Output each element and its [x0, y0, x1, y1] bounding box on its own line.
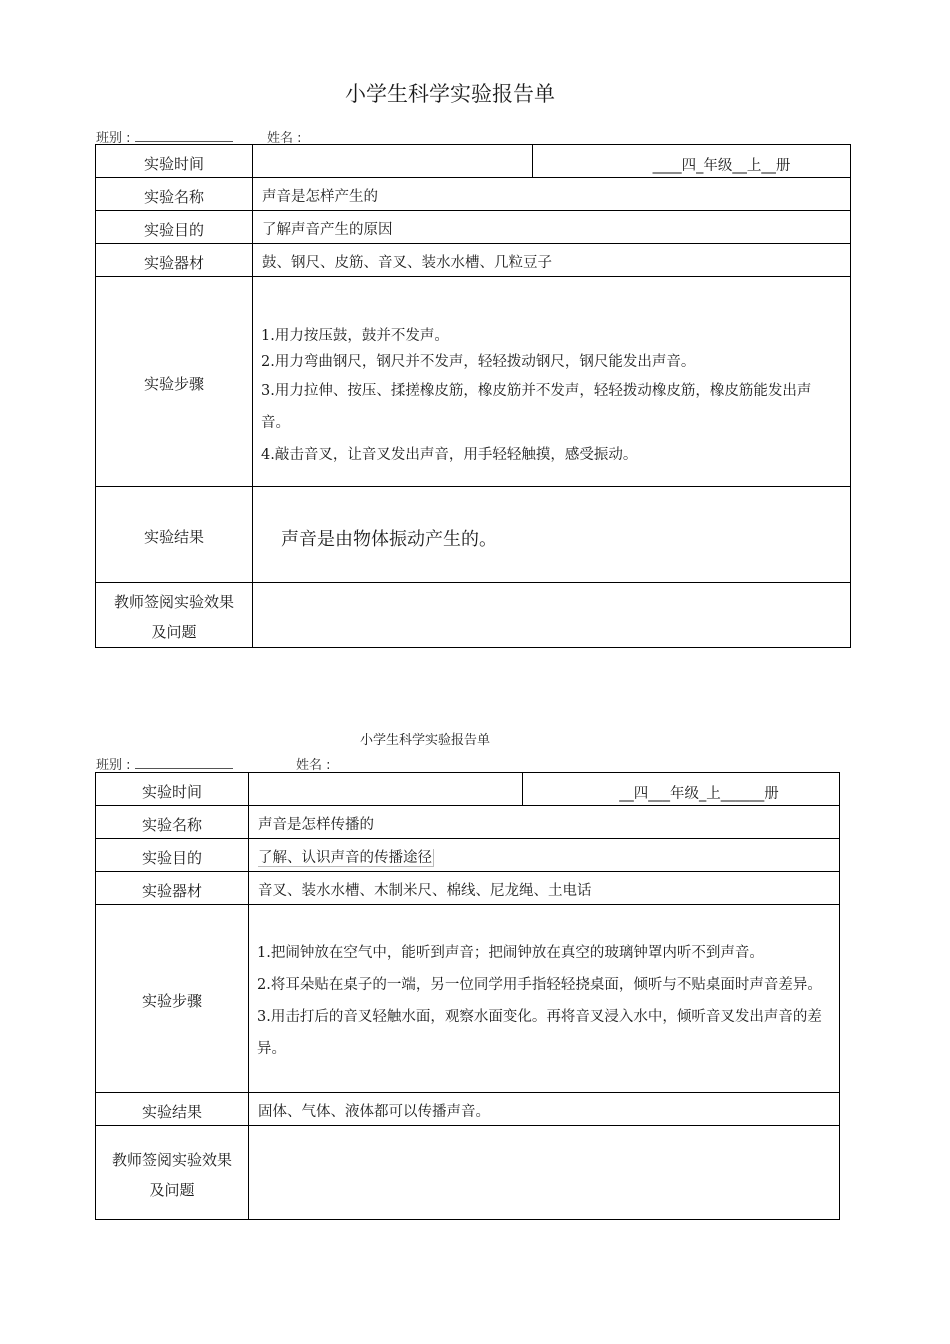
class-label: 班别 : — [96, 131, 131, 146]
report2-class-field — [96, 754, 233, 773]
grade-value[interactable]: ____四_年级__上__册 — [533, 145, 851, 178]
table-row — [96, 211, 851, 244]
materials-label: 实验器材 — [96, 244, 253, 277]
experiment-name-label: 实验名称 — [96, 806, 249, 839]
time-value[interactable] — [249, 773, 523, 806]
step-item: 2.用力弯曲钢尺，钢尺并不发声，轻轻拨动钢尺，钢尺能发出声音。 — [261, 353, 696, 370]
experiment-name-value[interactable]: 声音是怎样产生的 — [253, 178, 851, 211]
name-label: 姓名 : — [267, 131, 302, 146]
step-item: 3.用击打后的音叉轻触水面，观察水面变化。再将音叉浸入水中，倾听音叉发出声音的差异。 — [257, 1008, 822, 1057]
step-item: 1.用力按压鼓，鼓并不发声。 — [261, 327, 449, 344]
teacher-label-line1: 教师签阅实验效果 — [111, 1150, 232, 1169]
report1-title: 小学生科学实验报告单 — [345, 82, 555, 106]
purpose-value[interactable] — [249, 839, 840, 872]
report2-title: 小学生科学实验报告单 — [359, 733, 490, 748]
table-row — [96, 583, 851, 648]
teacher-label-line2: 及问题 — [151, 623, 197, 641]
table-row — [96, 905, 840, 1093]
table-row — [96, 178, 851, 211]
purpose-label: 实验目的 — [96, 839, 249, 872]
teacher-label-line1: 教师签阅实验效果 — [113, 593, 234, 611]
report2-table — [95, 772, 840, 1220]
materials-value[interactable]: 音叉、装水水槽、木制米尺、棉线、尼龙绳、土电话 — [249, 872, 840, 905]
report2-name-field — [296, 754, 331, 773]
teacher-label-line2: 及问题 — [149, 1180, 195, 1199]
grade-value[interactable]: __四___年级_上______册 — [523, 773, 840, 806]
result-value[interactable]: 声音是由物体振动产生的。 — [253, 487, 851, 583]
step-item: 2.将耳朵贴在桌子的一端，另一位同学用手指轻轻挠桌面，倾听与不贴桌面时声音差异。 — [257, 976, 822, 993]
table-row — [96, 839, 840, 872]
materials-value[interactable]: 鼓、钢尺、皮筋、音叉、装水水槽、几粒豆子 — [253, 244, 851, 277]
result-label: 实验结果 — [96, 1093, 249, 1126]
table-row — [96, 773, 840, 806]
teacher-review-value[interactable] — [249, 1126, 840, 1220]
step-item: 1.把闹钟放在空气中，能听到声音；把闹钟放在真空的玻璃钟罩内听不到声音。 — [257, 944, 764, 961]
report1-table — [95, 144, 851, 648]
steps-value[interactable] — [249, 905, 840, 1093]
class-blank[interactable] — [135, 129, 233, 142]
table-row — [96, 487, 851, 583]
table-row — [96, 277, 851, 487]
table-row — [96, 806, 840, 839]
name-label: 姓名 : — [296, 758, 331, 773]
class-label: 班别 : — [96, 758, 131, 773]
experiment-name-value[interactable]: 声音是怎样传播的 — [249, 806, 840, 839]
result-label: 实验结果 — [96, 487, 253, 583]
result-value[interactable]: 固体、气体、液体都可以传播声音。 — [249, 1093, 840, 1126]
steps-label: 实验步骤 — [96, 277, 253, 487]
steps-value[interactable] — [253, 277, 851, 487]
step-item: 4.敲击音叉，让音叉发出声音，用手轻轻触摸，感受振动。 — [261, 446, 638, 463]
table-row — [96, 1093, 840, 1126]
teacher-review-label — [96, 1126, 249, 1220]
teacher-review-value[interactable] — [253, 583, 851, 648]
purpose-value[interactable]: 了解声音产生的原因 — [253, 211, 851, 244]
purpose-label: 实验目的 — [96, 211, 253, 244]
time-label: 实验时间 — [96, 145, 253, 178]
table-row — [96, 145, 851, 178]
materials-label: 实验器材 — [96, 872, 249, 905]
experiment-name-label: 实验名称 — [96, 178, 253, 211]
table-row — [96, 1126, 840, 1220]
teacher-review-label — [96, 583, 253, 648]
time-label: 实验时间 — [96, 773, 249, 806]
class-blank[interactable] — [135, 756, 233, 769]
table-row — [96, 872, 840, 905]
purpose-text: 了解、认识声音的传播途径 — [258, 850, 432, 866]
step-item: 3.用力拉伸、按压、揉搓橡皮筋，橡皮筋并不发声，轻轻拨动橡皮筋，橡皮筋能发出声音。 — [261, 382, 812, 431]
steps-label: 实验步骤 — [96, 905, 249, 1093]
table-row — [96, 244, 851, 277]
time-value[interactable] — [253, 145, 533, 178]
